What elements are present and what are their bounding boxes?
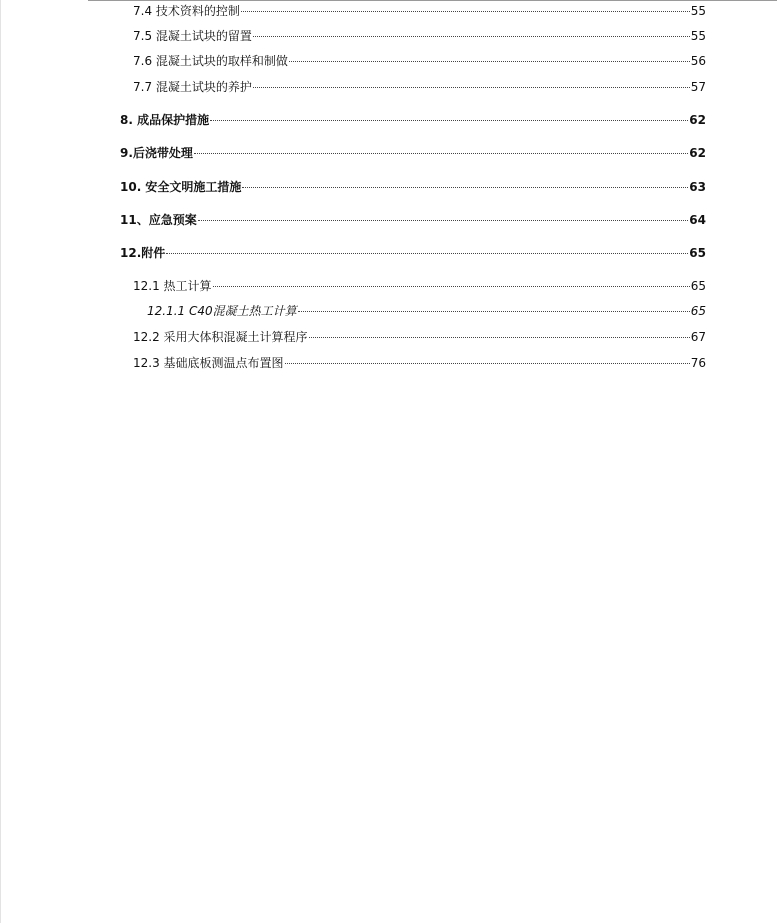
- toc-entry[interactable]: [147, 302, 706, 320]
- toc-entry-page: 55: [690, 4, 706, 18]
- toc-dot-leader: [289, 61, 690, 62]
- toc-entry[interactable]: [133, 2, 706, 20]
- toc-entry-title: 11、应急预案: [120, 213, 197, 227]
- toc-entry[interactable]: [120, 244, 706, 262]
- toc-entry-title: 12.3 基础底板测温点布置图: [133, 356, 284, 370]
- toc-entry-title: 10. 安全文明施工措施: [120, 180, 242, 194]
- toc-entry-title: 12.1.1 C40混凝土热工计算: [147, 304, 297, 318]
- toc-entry[interactable]: [120, 111, 706, 129]
- toc-entry[interactable]: [133, 277, 706, 295]
- toc-entry-page: 57: [690, 80, 706, 94]
- toc-dot-leader: [253, 36, 690, 37]
- toc-entry-title: 7.6 混凝土试块的取样和制做: [133, 54, 288, 68]
- toc-entry-title: 12.附件: [120, 246, 166, 260]
- toc-entry-page: 55: [690, 29, 706, 43]
- toc-entry-page: 56: [690, 54, 706, 68]
- toc-entry-title: 7.4 技术资料的控制: [133, 4, 240, 18]
- toc-entry[interactable]: [133, 354, 706, 372]
- toc-dot-leader: [242, 187, 688, 188]
- toc-entry-page: 65: [690, 304, 706, 318]
- toc-entry-title: 8. 成品保护措施: [120, 113, 210, 127]
- toc-dot-leader: [253, 87, 690, 88]
- toc-dot-leader: [309, 337, 690, 338]
- toc-entry[interactable]: [120, 144, 706, 162]
- toc-dot-leader: [241, 11, 690, 12]
- toc-entry[interactable]: [133, 78, 706, 96]
- toc-entry-title: 12.1 热工计算: [133, 279, 212, 293]
- toc-dot-leader: [194, 153, 688, 154]
- toc-dot-leader: [213, 286, 690, 287]
- toc-entry[interactable]: [133, 52, 706, 70]
- toc-entry[interactable]: [133, 27, 706, 45]
- toc-dot-leader: [298, 311, 690, 312]
- toc-entry[interactable]: [133, 328, 706, 346]
- toc-entry-page: 64: [689, 213, 706, 227]
- toc-dot-leader: [166, 253, 688, 254]
- toc-entry[interactable]: [120, 211, 706, 229]
- toc-dot-leader: [285, 363, 690, 364]
- toc-entry-title: 12.2 采用大体积混凝土计算程序: [133, 330, 308, 344]
- toc-entry-page: 62: [689, 113, 706, 127]
- toc-entry-page: 65: [689, 246, 706, 260]
- toc-dot-leader: [198, 220, 689, 221]
- toc-entry-page: 76: [690, 356, 706, 370]
- toc-dot-leader: [210, 120, 688, 121]
- toc-entry-page: 67: [690, 330, 706, 344]
- toc-entry-page: 63: [689, 180, 706, 194]
- toc-entry-page: 62: [689, 146, 706, 160]
- toc-entry-title: 9.后浇带处理: [120, 146, 193, 160]
- toc-entry-page: 65: [690, 279, 706, 293]
- toc-entry-title: 7.7 混凝土试块的养护: [133, 80, 252, 94]
- toc-entry-title: 7.5 混凝土试块的留置: [133, 29, 252, 43]
- toc-entry[interactable]: [120, 178, 706, 196]
